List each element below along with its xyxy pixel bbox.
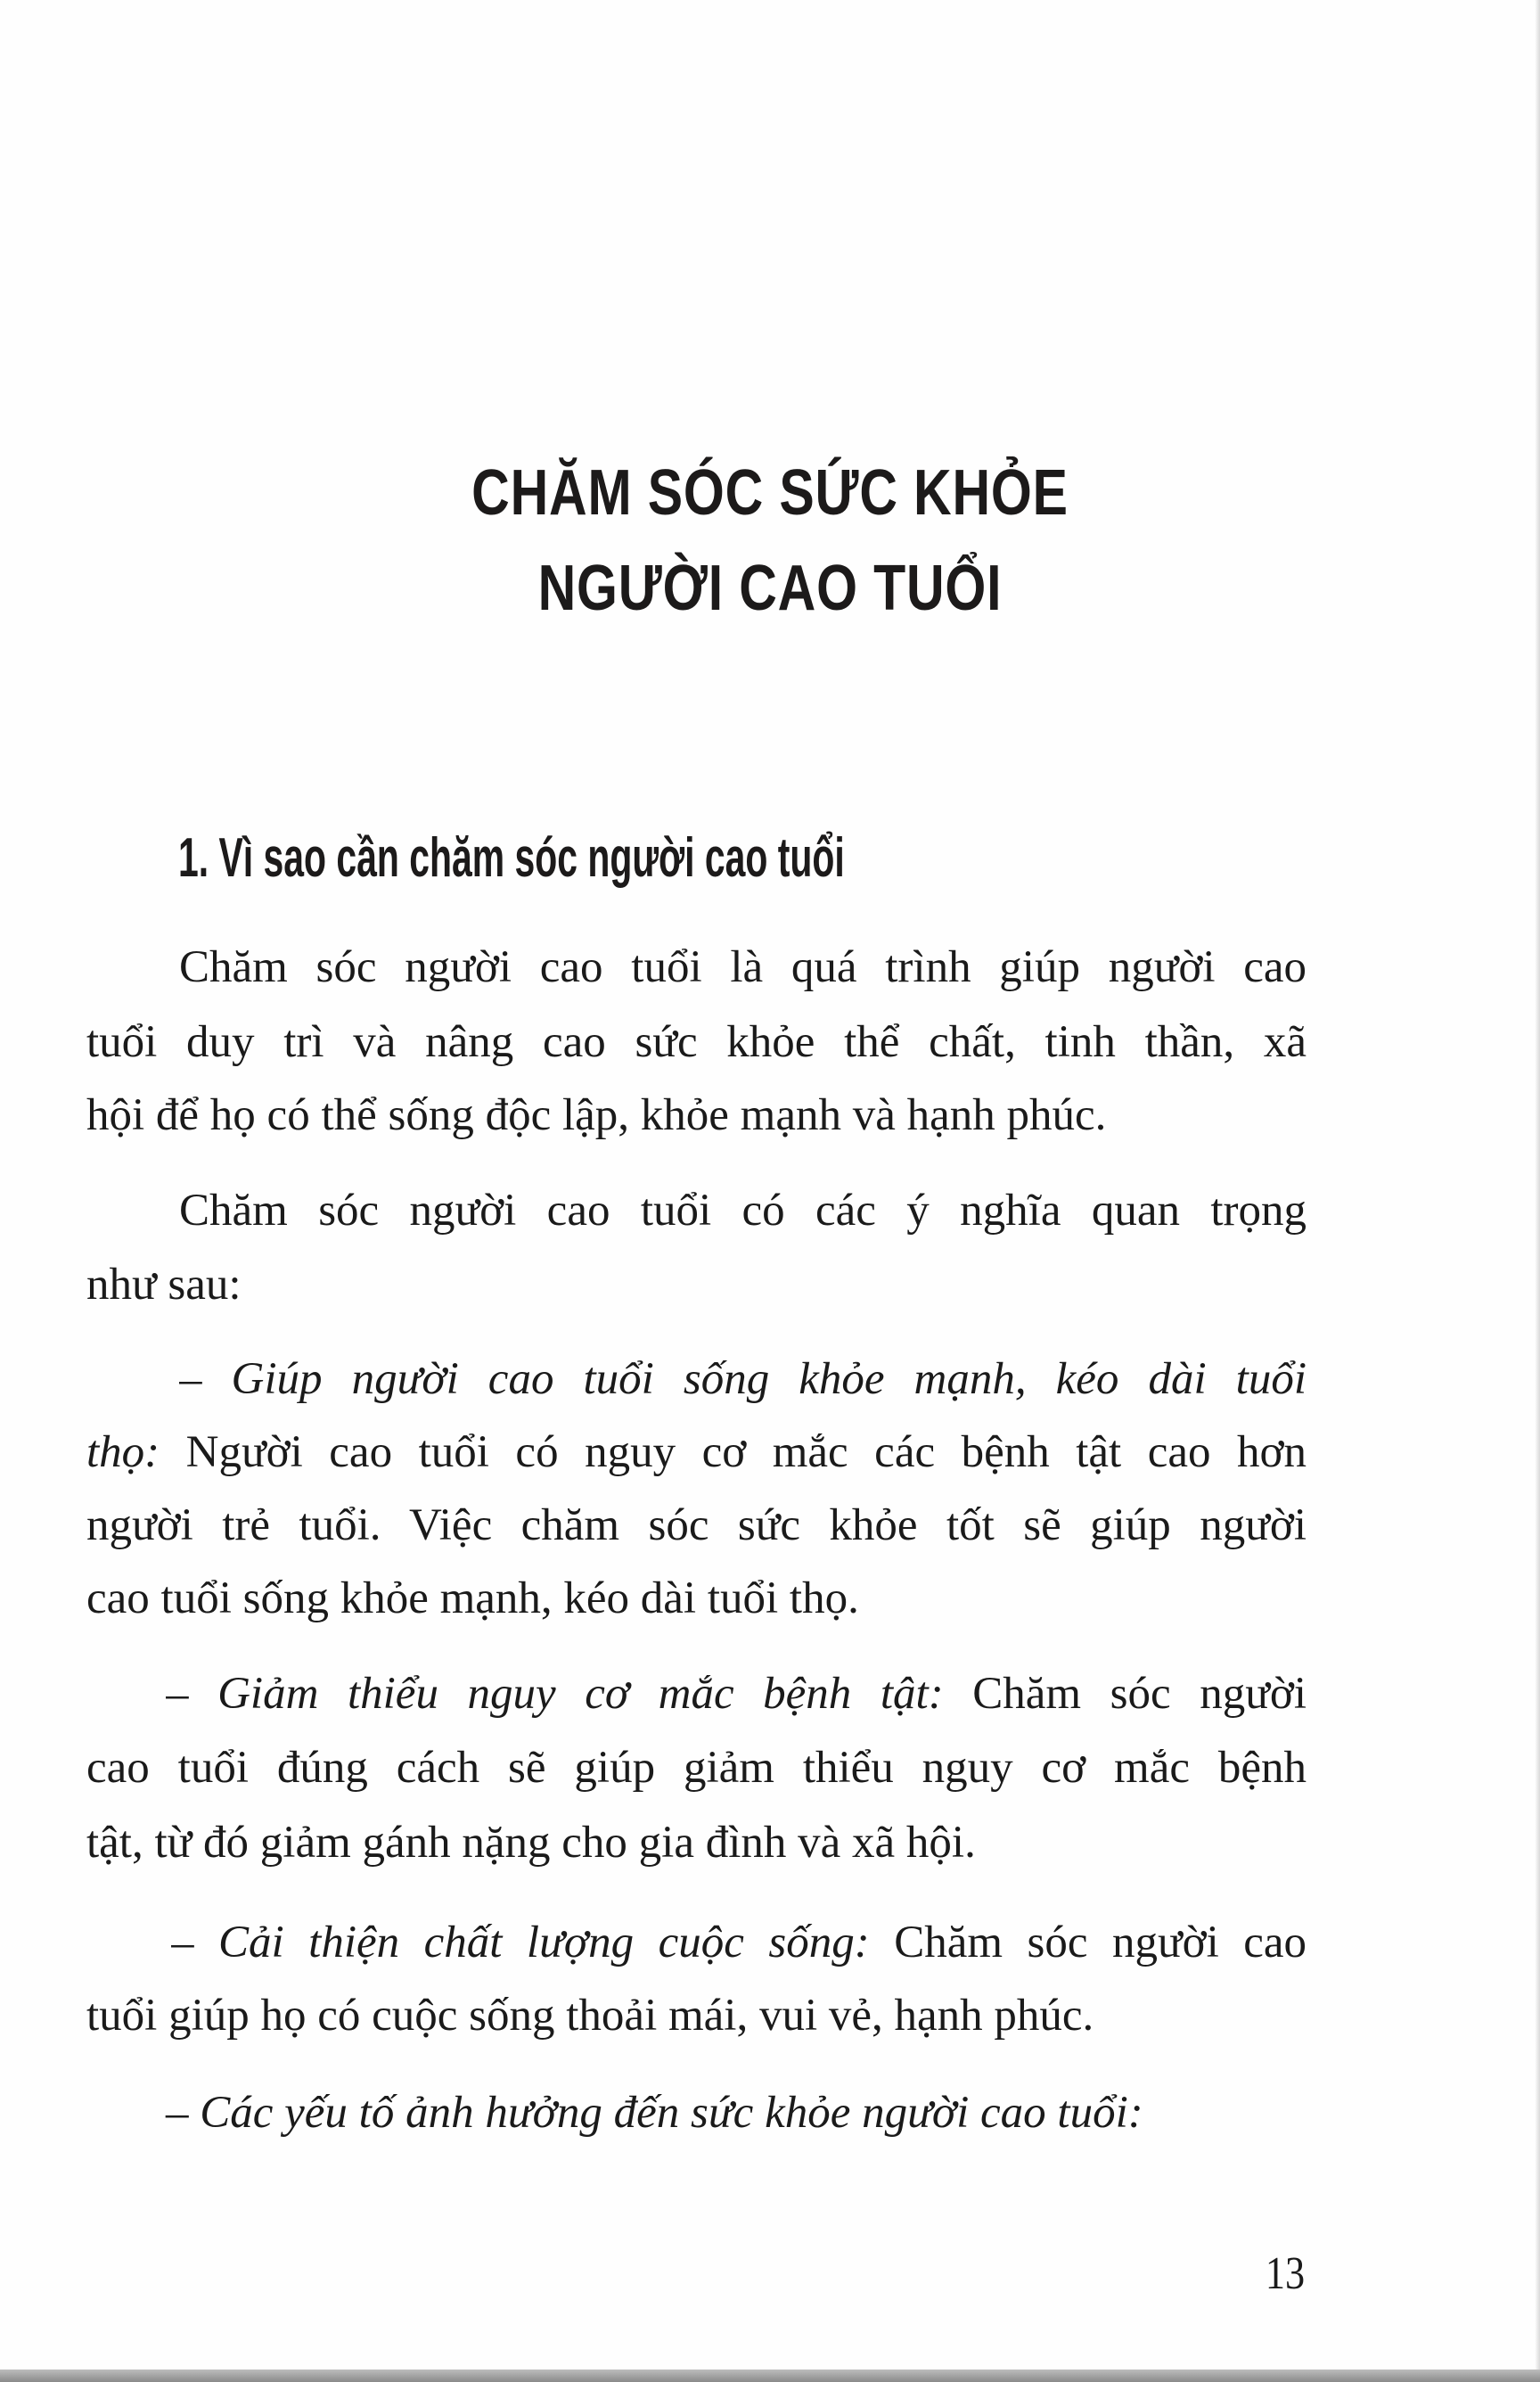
chapter-title-line-1: CHĂM SÓC SỨC KHỎE [471, 457, 1069, 529]
paragraph-line [86, 1079, 1106, 1152]
paragraph-line [86, 1416, 1307, 1489]
body-text-span: Chăm sóc người cao tuổi có các ý nghĩa quan trọng [179, 1186, 1307, 1236]
paragraph-line [86, 1489, 1307, 1562]
body-text-span: tuổi giúp họ có cuộc sống thoải mái, vui vẻ, hạnh phúc. [86, 1991, 1094, 2041]
paragraph-line [166, 2076, 1143, 2149]
body-text-span: hội để họ có thể sống độc lập, khỏe mạnh và hạnh phúc. [86, 1090, 1107, 1140]
italic-lead-text: – Các yếu tố ảnh hưởng đến sức khỏe người cao tuổi: [166, 2088, 1143, 2138]
paragraph-line [166, 1657, 1307, 1730]
paragraph-line [179, 1343, 1307, 1416]
paragraph-line [86, 1979, 1094, 2052]
italic-lead-text: – Cải thiện chất lượng cuộc sống: [171, 1918, 870, 1967]
page-edge-shadow [1535, 0, 1540, 2371]
chapter-title-line-2: NGƯỜI CAO TUỔI [537, 553, 1003, 624]
paragraph-line [86, 1806, 976, 1879]
paragraph-line [86, 1006, 1307, 1079]
body-text-span: Người cao tuổi có nguy cơ mắc các bệnh tật cao hơn [160, 1427, 1307, 1477]
page-bottom-shadow [0, 2370, 1540, 2382]
body-text-span: Chăm sóc người [943, 1669, 1307, 1719]
body-text-span: cao tuổi sống khỏe mạnh, kéo dài tuổi thọ. [86, 1573, 859, 1623]
italic-lead-text: – Giúp người cao tuổi sống khỏe mạnh, kéo dài tuổi [179, 1354, 1307, 1404]
paragraph-line [171, 1906, 1307, 1979]
body-text-span: như sau: [86, 1260, 242, 1310]
paragraph-line [86, 1248, 242, 1321]
italic-lead-text: thọ: [86, 1427, 160, 1477]
body-text-span: người trẻ tuổi. Việc chăm sóc sức khỏe tốt sẽ giúp người [86, 1500, 1307, 1550]
italic-lead-text: – Giảm thiểu nguy cơ mắc bệnh tật: [166, 1669, 944, 1719]
body-text-span: Chăm sóc người cao tuổi là quá trình giúp người cao [179, 942, 1307, 992]
body-text-span: tật, từ đó giảm gánh nặng cho gia đình và xã hội. [86, 1818, 976, 1868]
section-heading: 1. Vì sao cần chăm sóc người cao tuổi [178, 827, 845, 889]
body-text-span: tuổi duy trì và nâng cao sức khỏe thể chất, tinh thần, xã [86, 1017, 1307, 1067]
paragraph-line [179, 1174, 1307, 1247]
page-number: 13 [1265, 2248, 1306, 2299]
paragraph-line [86, 1731, 1307, 1804]
body-text-span: cao tuổi đúng cách sẽ giúp giảm thiểu nguy cơ mắc bệnh [86, 1743, 1307, 1793]
paragraph-line [179, 931, 1307, 1004]
paragraph-line [86, 1562, 859, 1635]
body-text-span: Chăm sóc người cao [869, 1918, 1307, 1967]
